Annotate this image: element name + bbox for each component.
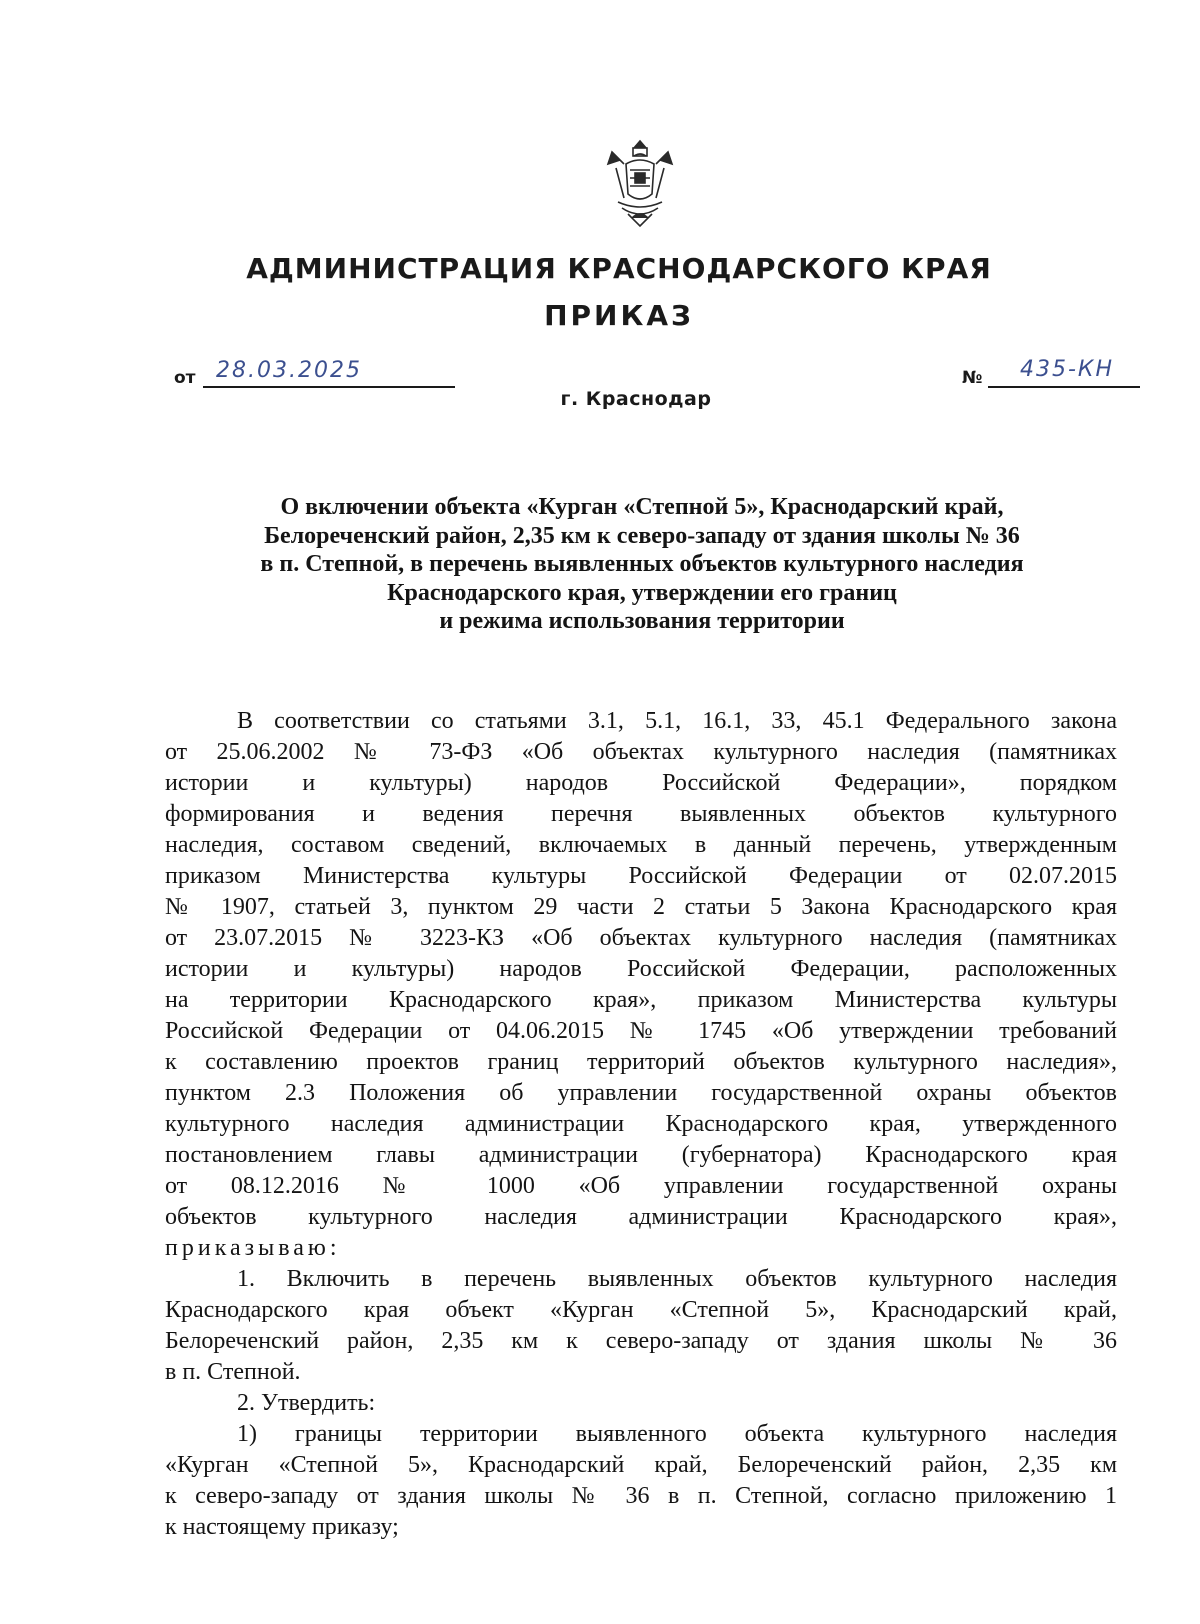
- body-line: пунктом 2.3 Положения об управлении государственной охраны объектов: [165, 1080, 1117, 1106]
- body-line: к составлению проектов границ территорий объектов культурного наследия»,: [165, 1049, 1117, 1075]
- title-line: Белореченский район, 2,35 км к северо-западу от здания школы № 36: [264, 522, 1020, 549]
- body-line: на территории Краснодарского края», приказом Министерства культуры: [165, 987, 1117, 1013]
- city-label: г. Краснодар: [560, 388, 712, 410]
- body-line: от 25.06.2002 № 73-ФЗ «Об объектах культурного наследия (памятниках: [165, 739, 1117, 765]
- body-line: от 08.12.2016 № 1000 «Об управлении государственной охраны: [165, 1173, 1117, 1199]
- body-line: 2. Утвердить:: [237, 1390, 376, 1416]
- body-line: истории и культуры) народов Российской Федерации», порядком: [165, 770, 1117, 796]
- title-line: и режима использования территории: [439, 608, 845, 634]
- order-title: [168, 493, 1116, 636]
- body-line: приказываю:: [165, 1235, 341, 1261]
- body-line: объектов культурного наследия администрации Краснодарского края»,: [165, 1204, 1117, 1230]
- body-line: формирования и ведения перечня выявленных объектов культурного: [165, 801, 1117, 827]
- number-label: №: [962, 368, 983, 388]
- title-line: в п. Степной, в перечень выявленных объектов культурного наследия: [260, 551, 1024, 577]
- title-line: О включении объекта «Курган «Степной 5», Краснодарский край,: [280, 494, 1004, 520]
- body-line: в п. Степной.: [165, 1359, 301, 1385]
- handwritten-date: 28.03.2025: [216, 358, 362, 383]
- title-line: Краснодарского края, утверждении его границ: [387, 579, 897, 606]
- body-line: приказом Министерства культуры Российской Федерации от 02.07.2015: [165, 863, 1117, 889]
- body-line: Белореченский район, 2,35 км к северо-западу от здания школы № 36: [165, 1328, 1117, 1354]
- date-label: от: [174, 368, 196, 388]
- body-line: 1) границы территории выявленного объекта культурного наследия: [237, 1421, 1117, 1447]
- body-line: культурного наследия администрации Краснодарского края, утвержденного: [165, 1111, 1117, 1137]
- organization-name: АДМИНИСТРАЦИЯ КРАСНОДАРСКОГО КРАЯ: [246, 252, 992, 285]
- body-line: В соответствии со статьями 3.1, 5.1, 16.1, 33, 45.1 Федерального закона: [237, 708, 1117, 734]
- body-line: наследия, составом сведений, включаемых в данный перечень, утвержденным: [165, 832, 1117, 858]
- body-line: от 23.07.2015 № 3223-КЗ «Об объектах культурного наследия (памятниках: [165, 925, 1117, 951]
- handwritten-number: 435-КН: [1020, 357, 1115, 382]
- body-line: 1. Включить в перечень выявленных объектов культурного наследия: [237, 1266, 1117, 1292]
- body-line: постановлением главы администрации (губернатора) Краснодарского края: [165, 1142, 1117, 1168]
- coat-of-arms-emblem: [604, 138, 676, 230]
- body-line: к настоящему приказу;: [165, 1514, 399, 1540]
- body-line: истории и культуры) народов Российской Федерации, расположенных: [165, 956, 1117, 982]
- document-type: ПРИКАЗ: [544, 299, 694, 332]
- body-line: Краснодарского края объект «Курган «Степной 5», Краснодарский край,: [165, 1297, 1117, 1323]
- body-line: «Курган «Степной 5», Краснодарский край, Белореченский район, 2,35 км: [165, 1452, 1117, 1478]
- order-body: [165, 706, 1117, 1543]
- body-line: № 1907, статьей 3, пунктом 29 части 2 статьи 5 Закона Краснодарского края: [165, 894, 1117, 920]
- body-line: к северо-западу от здания школы № 36 в п. Степной, согласно приложению 1: [165, 1483, 1117, 1509]
- body-line: Российской Федерации от 04.06.2015 № 1745 «Об утверждении требований: [165, 1018, 1117, 1044]
